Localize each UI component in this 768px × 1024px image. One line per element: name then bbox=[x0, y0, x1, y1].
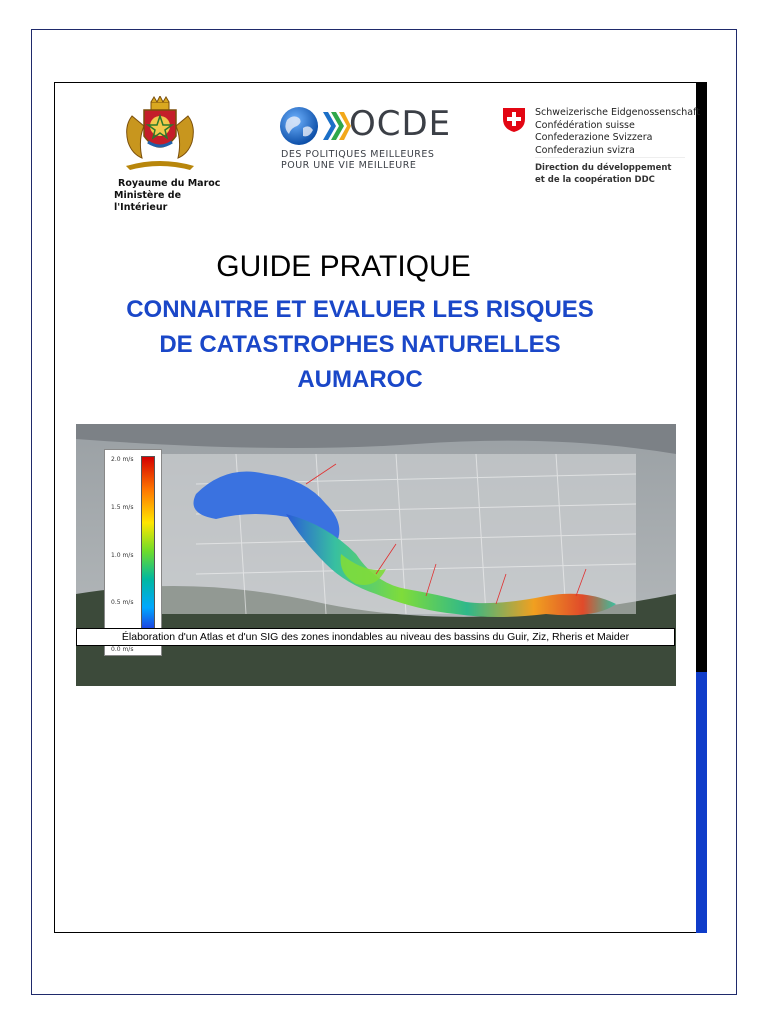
swiss-cross-shield-icon bbox=[502, 107, 526, 133]
swiss-line-4: Confederaziun svizra bbox=[535, 144, 635, 156]
ocde-tagline-1: DES POLITIQUES MEILLEURES bbox=[281, 149, 435, 160]
side-bar-blue bbox=[696, 672, 707, 933]
swiss-line-1: Schweizerische Eidgenossenschaft bbox=[535, 107, 701, 118]
ddc-line-1: Direction du développement bbox=[535, 163, 672, 173]
document-subtitle bbox=[60, 292, 660, 397]
morocco-line-1: Royaume du Maroc bbox=[118, 178, 221, 189]
ddc-line-2: et de la coopération DDC bbox=[535, 174, 655, 185]
legend-color-bar bbox=[141, 456, 155, 646]
subtitle-line-3: AUMAROC bbox=[297, 366, 423, 393]
image-caption: Élaboration d'un Atlas et d'un SIG des zones inondables au niveau des bassins du Guir, Ziz, Rheris et Maider bbox=[76, 628, 675, 646]
chevrons-icon bbox=[321, 110, 351, 142]
subtitle-line-1: CONNAITRE ET EVALUER LES RISQUES bbox=[126, 296, 594, 323]
side-bar-dark bbox=[696, 82, 707, 672]
legend-tick: 0.0 m/s bbox=[111, 646, 134, 653]
swiss-line-2: Confédération suisse bbox=[535, 119, 635, 131]
legend-tick: 2.0 m/s bbox=[111, 456, 134, 463]
ocde-wordmark: OCDE bbox=[349, 104, 452, 144]
swiss-line-3: Confederazione Svizzera bbox=[535, 132, 653, 143]
morocco-coat-of-arms-logo bbox=[118, 96, 202, 172]
document-title bbox=[0, 250, 693, 284]
flood-map-aerial-image bbox=[76, 424, 676, 686]
swiss-confederation-text bbox=[535, 107, 700, 157]
swiss-divider bbox=[535, 157, 685, 158]
ocde-tagline-2: POUR UNE VIE MEILLEURE bbox=[281, 160, 417, 171]
ocde-logo bbox=[279, 104, 454, 171]
legend-tick: 1.0 m/s bbox=[111, 552, 134, 559]
morocco-line-2: Ministère de l'Intérieur bbox=[114, 190, 182, 213]
morocco-ministry-caption bbox=[100, 178, 230, 214]
subtitle-line-2: DE CATASTROPHES NATURELLES bbox=[159, 331, 561, 358]
velocity-color-legend bbox=[104, 449, 162, 656]
flood-map-illustration bbox=[76, 424, 676, 686]
swiss-ddc-text bbox=[535, 163, 671, 186]
legend-tick: 1.5 m/s bbox=[111, 504, 134, 511]
legend-tick: 0.5 m/s bbox=[111, 599, 134, 606]
document-title-text: GUIDE PRATIQUE bbox=[216, 250, 471, 283]
globe-icon bbox=[279, 106, 319, 146]
